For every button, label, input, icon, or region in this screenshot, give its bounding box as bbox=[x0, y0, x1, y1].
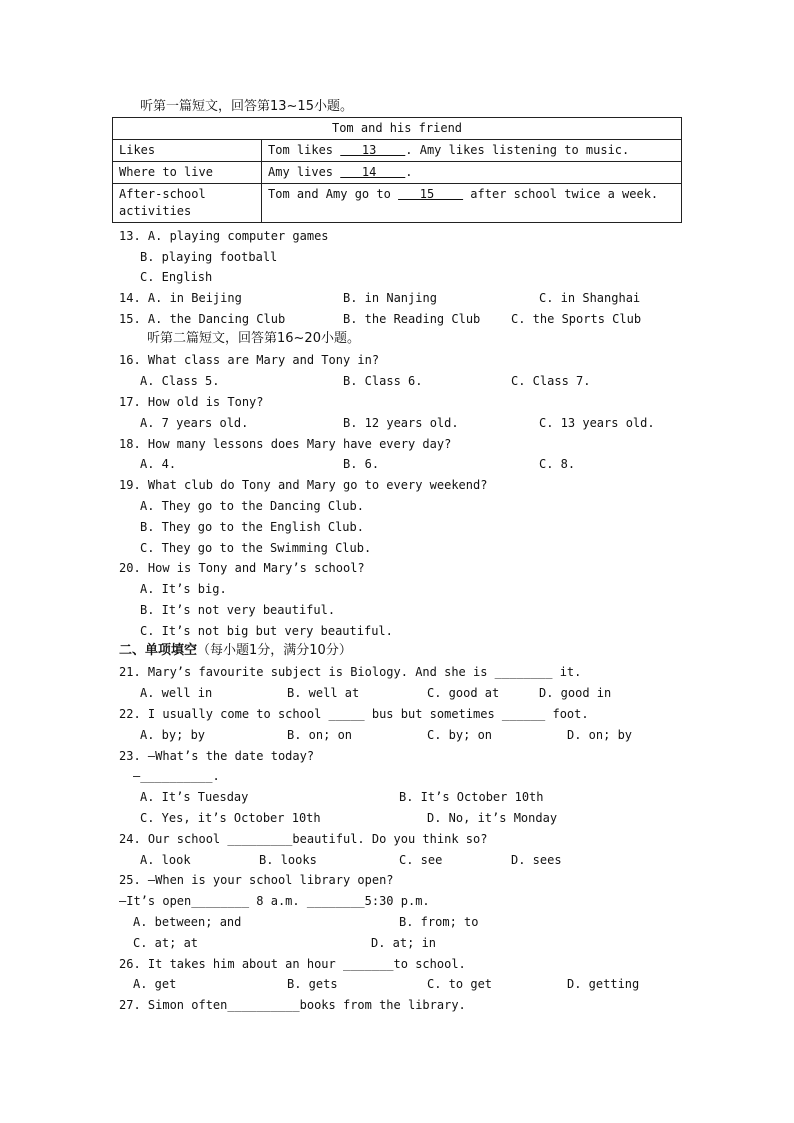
option-17a: A. 7 years old. bbox=[140, 416, 249, 430]
option-24a: A. look bbox=[140, 853, 191, 867]
option-25d: D. at; in bbox=[371, 936, 437, 950]
option-23d: D. No, it’s Monday bbox=[427, 811, 558, 825]
response-23: —__________. bbox=[133, 769, 220, 783]
question-22: 22. I usually come to school _____ bus but sometimes ______ foot. bbox=[119, 707, 589, 721]
option-17c: C. 13 years old. bbox=[539, 416, 655, 430]
question-21: 21. Mary’s favourite subject is Biology. And she is ________ it. bbox=[119, 665, 582, 679]
question-13: 13. A. playing computer games bbox=[119, 229, 329, 243]
question-16: 16. What class are Mary and Tony in? bbox=[119, 353, 380, 367]
option-25a: A. between; and bbox=[133, 915, 242, 929]
table-cell-label: Likes bbox=[113, 140, 262, 162]
option-23a: A. It’s Tuesday bbox=[140, 790, 249, 804]
table-cell-value: Tom likes 13 . Amy likes listening to music. bbox=[262, 140, 682, 162]
question-18: 18. How many lessons does Mary have every day? bbox=[119, 437, 452, 451]
option-15b: B. the Reading Club bbox=[343, 312, 481, 326]
option-20a: A. It’s big. bbox=[140, 582, 227, 596]
option-20c: C. It’s not big but very beautiful. bbox=[140, 624, 393, 638]
table-row bbox=[113, 118, 682, 140]
option-21d: D. good in bbox=[539, 686, 612, 700]
option-23c: C. Yes, it’s October 10th bbox=[140, 811, 321, 825]
table-row bbox=[113, 140, 682, 162]
question-20: 20. How is Tony and Mary’s school? bbox=[119, 561, 365, 575]
option-19a: A. They go to the Dancing Club. bbox=[140, 499, 364, 513]
section1-intro2: 听第二篇短文，回答第16~20小题。 bbox=[147, 331, 360, 346]
option-21b: B. well at bbox=[287, 686, 360, 700]
question-15: 15. A. the Dancing Club bbox=[119, 312, 286, 326]
table-cell-value: Amy lives 14 . bbox=[262, 162, 682, 184]
section2-heading: 二、单项填空（每小题1分，满分10分） bbox=[119, 643, 352, 658]
table-row bbox=[113, 162, 682, 184]
question-24: 24. Our school _________beautiful. Do you think so? bbox=[119, 832, 488, 846]
option-14c: C. in Shanghai bbox=[539, 291, 641, 305]
option-26c: C. to get bbox=[427, 977, 493, 991]
option-22b: B. on; on bbox=[287, 728, 353, 742]
table-cell-value: Tom and Amy go to 15 after school twice a week. bbox=[262, 184, 682, 223]
option-26b: B. gets bbox=[287, 977, 338, 991]
option-20b: B. It’s not very beautiful. bbox=[140, 603, 336, 617]
option-19c: C. They go to the Swimming Club. bbox=[140, 541, 372, 555]
option-14b: B. in Nanjing bbox=[343, 291, 437, 305]
info-table bbox=[112, 117, 682, 223]
question-23: 23. —What’s the date today? bbox=[119, 749, 315, 763]
table-title: Tom and his friend bbox=[113, 118, 682, 140]
option-24d: D. sees bbox=[511, 853, 562, 867]
option-18a: A. 4. bbox=[140, 457, 177, 471]
option-23b: B. It’s October 10th bbox=[399, 790, 544, 804]
response-25: —It’s open________ 8 a.m. ________5:30 p.m. bbox=[119, 894, 430, 908]
option-16a: A. Class 5. bbox=[140, 374, 220, 388]
option-16c: C. Class 7. bbox=[511, 374, 591, 388]
option-22c: C. by; on bbox=[427, 728, 493, 742]
answer-blank[interactable]: 15 bbox=[398, 187, 464, 201]
option-24b: B. looks bbox=[259, 853, 317, 867]
option-16b: B. Class 6. bbox=[343, 374, 423, 388]
question-17: 17. How old is Tony? bbox=[119, 395, 264, 409]
option-25b: B. from; to bbox=[399, 915, 479, 929]
option-26a: A. get bbox=[133, 977, 177, 991]
answer-blank[interactable]: 14 bbox=[340, 165, 406, 179]
option-26d: D. getting bbox=[567, 977, 640, 991]
option-22a: A. by; by bbox=[140, 728, 206, 742]
question-14: 14. A. in Beijing bbox=[119, 291, 242, 305]
option-22d: D. on; by bbox=[567, 728, 633, 742]
option-15c: C. the Sports Club bbox=[511, 312, 642, 326]
question-25: 25. —When is your school library open? bbox=[119, 873, 394, 887]
question-26: 26. It takes him about an hour _______to school. bbox=[119, 957, 466, 971]
option-18c: C. 8. bbox=[539, 457, 576, 471]
option-21a: A. well in bbox=[140, 686, 213, 700]
option-24c: C. see bbox=[399, 853, 443, 867]
question-19: 19. What club do Tony and Mary go to every weekend? bbox=[119, 478, 488, 492]
option-13c: C. English bbox=[140, 270, 213, 284]
table-row bbox=[113, 184, 682, 223]
option-25c: C. at; at bbox=[133, 936, 199, 950]
answer-blank[interactable]: 13 bbox=[340, 143, 406, 157]
option-19b: B. They go to the English Club. bbox=[140, 520, 364, 534]
option-13b: B. playing football bbox=[140, 250, 278, 264]
question-27: 27. Simon often__________books from the library. bbox=[119, 998, 466, 1012]
option-21c: C. good at bbox=[427, 686, 500, 700]
table-cell-label: After-school activities bbox=[113, 184, 262, 223]
table-cell-label: Where to live bbox=[113, 162, 262, 184]
section1-intro: 听第一篇短文，回答第13~15小题。 bbox=[140, 99, 353, 114]
option-18b: B. 6. bbox=[343, 457, 380, 471]
option-17b: B. 12 years old. bbox=[343, 416, 459, 430]
